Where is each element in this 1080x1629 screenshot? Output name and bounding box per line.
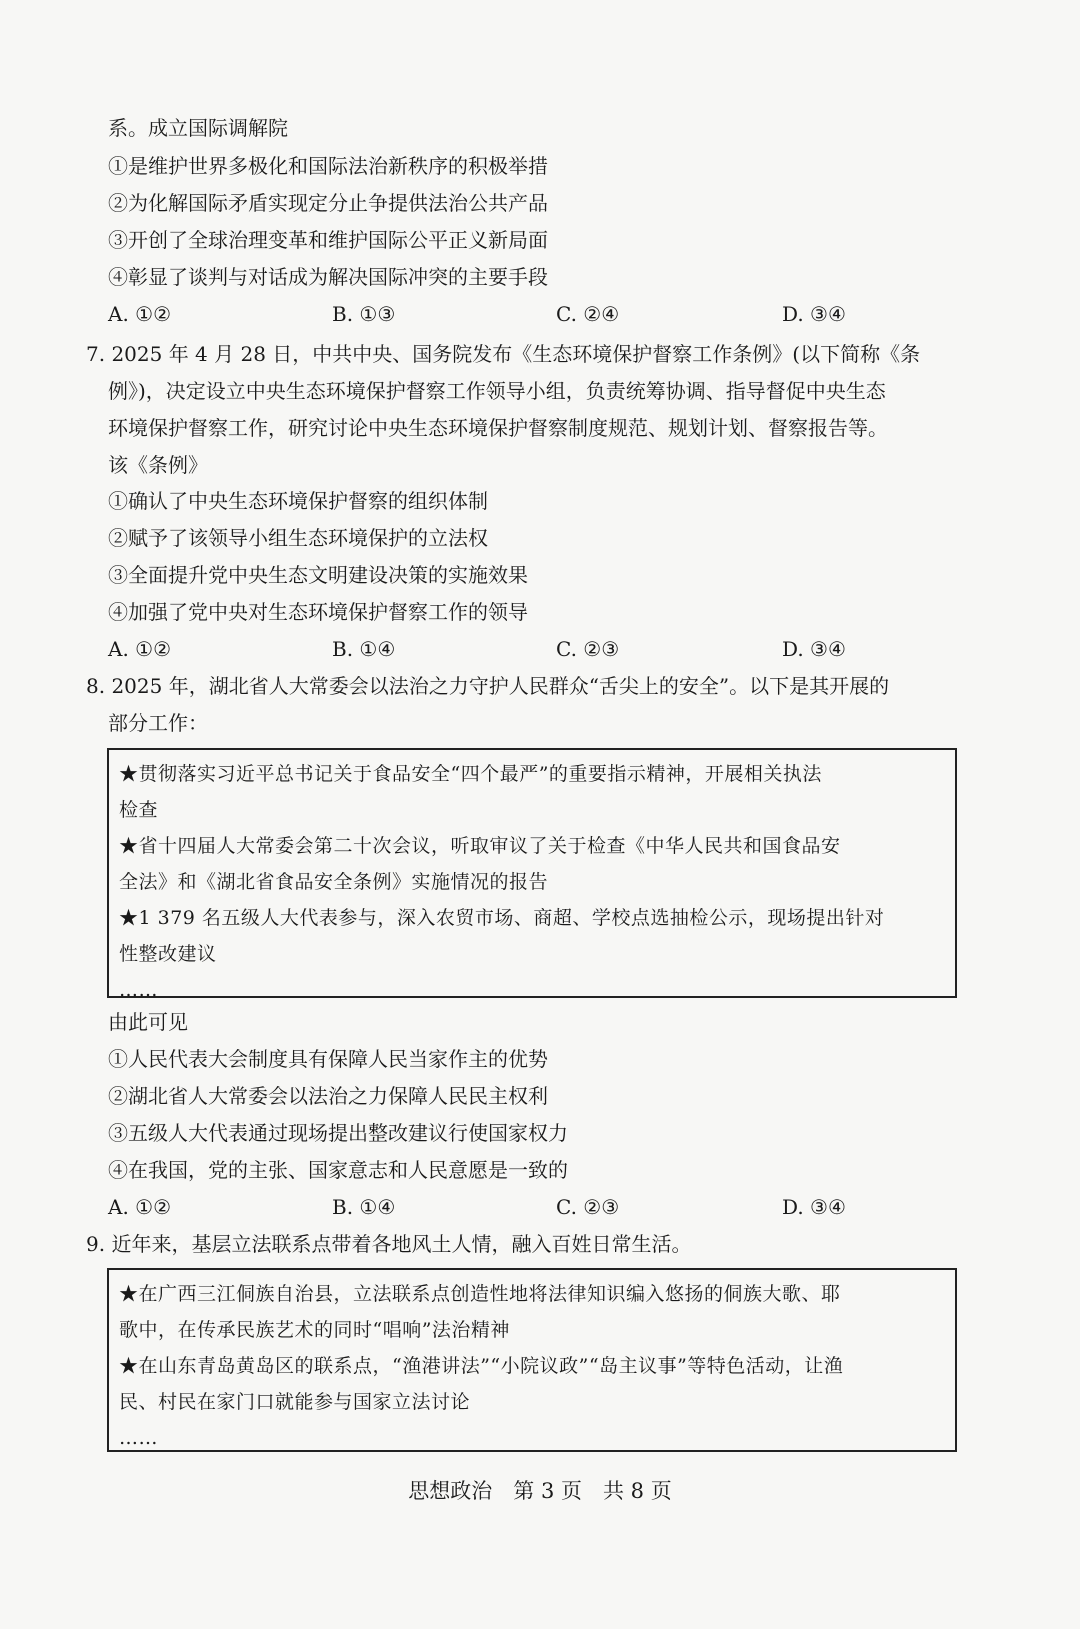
q9-box-line-3: ★在山东青岛黄岛区的联系点，“渔港讲法”“小院议政”“岛主议事”等特色活动，让渔 [119, 1355, 844, 1377]
q7-stem-line-4: 该《条例》 [108, 453, 208, 477]
q6-option-b[interactable]: B. ①③ [332, 302, 396, 326]
q8-box-line-5: ★1 379 名五级人大代表参与，深入农贸市场、商超、学校点选抽检公示，现场提出针对 [119, 907, 885, 929]
q8-option-c[interactable]: C. ②③ [556, 1195, 620, 1219]
q7-item-4: ④加强了党中央对生态环境保护督察工作的领导 [108, 600, 528, 624]
q7-stem-line-1: 7. 2025 年 4 月 28 日，中共中央、国务院发布《生态环境保护督察工作条例》(以下简称《条 [86, 342, 921, 366]
q7-option-b[interactable]: B. ①④ [332, 637, 396, 661]
q9-box-line-4: 民、村民在家门口就能参与国家立法讨论 [119, 1391, 471, 1413]
q8-stem-line-2: 部分工作： [108, 711, 208, 735]
q7-option-c[interactable]: C. ②③ [556, 637, 620, 661]
q6-option-a[interactable]: A. ①② [108, 302, 172, 326]
q8-stem-line-1: 8. 2025 年，湖北省人大常委会以法治之力守护人民群众“舌尖上的安全”。以下是其开展的 [86, 674, 890, 698]
q8-material-box [107, 748, 957, 1001]
q6-stem-tail: 系。成立国际调解院 [108, 116, 288, 140]
q9-material-box [107, 1268, 957, 1452]
q8-item-2: ②湖北省人大常委会以法治之力保障人民民主权利 [108, 1084, 548, 1108]
q8-item-1: ①人民代表大会制度具有保障人民当家作主的优势 [108, 1047, 548, 1071]
q6-item-4: ④彰显了谈判与对话成为解决国际冲突的主要手段 [108, 265, 548, 289]
q8-box-line-6: 性整改建议 [119, 943, 217, 965]
q8-option-d[interactable]: D. ③④ [782, 1195, 846, 1219]
q8-box-line-2: 检查 [119, 799, 159, 821]
q6-item-1: ①是维护世界多极化和国际法治新秩序的积极举措 [108, 154, 548, 178]
q6-option-c[interactable]: C. ②④ [556, 302, 620, 326]
q6-item-2: ②为化解国际矛盾实现定分止争提供法治公共产品 [108, 191, 548, 215]
q8-lead: 由此可见 [108, 1010, 188, 1034]
q8-box-line-3: ★省十四届人大常委会第二十次会议，听取审议了关于检查《中华人民共和国食品安 [119, 835, 841, 857]
q8-option-b[interactable]: B. ①④ [332, 1195, 396, 1219]
q8-box-line-1: ★贯彻落实习近平总书记关于食品安全“四个最严”的重要指示精神，开展相关执法 [119, 763, 822, 785]
q9-box-line-1: ★在广西三江侗族自治县，立法联系点创造性地将法律知识编入悠扬的侗族大歌、耶 [119, 1283, 841, 1305]
q9-box-ellipsis: …… [119, 1427, 158, 1449]
q7-item-2: ②赋予了该领导小组生态环境保护的立法权 [108, 526, 488, 550]
q8-box-ellipsis: …… [119, 979, 158, 1001]
q7-option-a[interactable]: A. ①② [108, 637, 172, 661]
q6-option-d[interactable]: D. ③④ [782, 302, 846, 326]
q7-item-3: ③全面提升党中央生态文明建设决策的实施效果 [108, 563, 528, 587]
q7-option-d[interactable]: D. ③④ [782, 637, 846, 661]
page-footer: 思想政治 第 3 页 共 8 页 [408, 1479, 672, 1503]
q9-stem: 9. 近年来，基层立法联系点带着各地风土人情，融入百姓日常生活。 [86, 1232, 692, 1256]
q8-option-a[interactable]: A. ①② [108, 1195, 172, 1219]
q8-box-line-4: 全法》和《湖北省食品安全条例》实施情况的报告 [119, 871, 549, 893]
q8-item-4: ④在我国，党的主张、国家意志和人民意愿是一致的 [108, 1158, 568, 1182]
q7-stem-line-2: 例》)，决定设立中央生态环境保护督察工作领导小组，负责统筹协调、指导督促中央生态 [108, 379, 886, 403]
q8-item-3: ③五级人大代表通过现场提出整改建议行使国家权力 [108, 1121, 568, 1145]
q7-item-1: ①确认了中央生态环境保护督察的组织体制 [108, 489, 488, 513]
q9-box-line-2: 歌中，在传承民族艺术的同时“唱响”法治精神 [119, 1319, 510, 1341]
q7-stem-line-3: 环境保护督察工作，研究讨论中央生态环境保护督察制度规范、规划计划、督察报告等。 [108, 416, 888, 440]
q6-item-3: ③开创了全球治理变革和维护国际公平正义新局面 [108, 228, 548, 252]
